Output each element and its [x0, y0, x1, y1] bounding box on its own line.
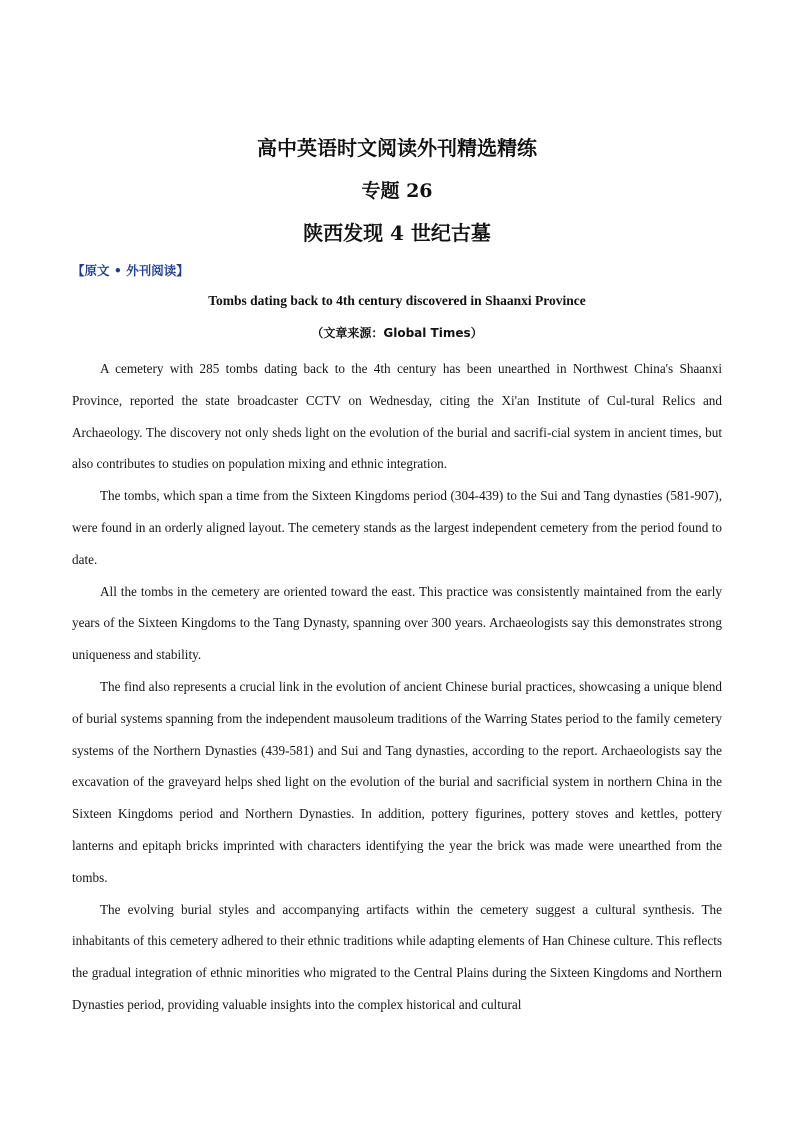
document-title: 高中英语时文阅读外刊精选精练	[257, 136, 537, 160]
section-label: 【原文 • 外刊阅读】	[72, 263, 189, 278]
topic-number: 专题 26	[361, 180, 433, 202]
paragraph: The find also represents a crucial link in the evolution of ancient Chinese burial practices, showcasing a unique blend of burial systems spanning from the independent mausoleum traditions of the Warring States period to the family cemetery systems of the Northern Dynasties (439-581) and Sui and Tang dynasties, according to the report. Archaeologists say the excavation of the graveyard helps shed light on the evolution of the burial and sacrificial system in northern China in the Sixteen Kingdoms period and Northern Dynasties. In addition, pottery figurines, pottery stoves and kettles, pottery lanterns and epitaph bricks imprinted with characters identifying the year the brick was made were unearthed from the tombs.	[72, 678, 722, 885]
paragraph: The tombs, which span a time from the Sixteen Kingdoms period (304-439) to the Sui and Tang dynasties (581-907), were found in an orderly aligned layout. The cemetery stands as the largest independent cemetery from the period found to date.	[72, 488, 722, 567]
article-source: （文章来源：Global Times）	[311, 326, 483, 340]
article-body	[72, 353, 722, 1021]
article-title: Tombs dating back to 4th century discovered in Shaanxi Province	[208, 293, 586, 308]
paragraph: All the tombs in the cemetery are oriented toward the east. This practice was consistently maintained from the early years of the Sixteen Kingdoms to the Tang Dynasty, spanning over 300 years. Archaeologists say this demonstrates strong uniqueness and stability.	[72, 583, 722, 663]
topic-title: 陕西发现 4 世纪古墓	[303, 221, 491, 245]
paragraph: A cemetery with 285 tombs dating back to the 4th century has been unearthed in Northwest China's Shaanxi Province, reported the state broadcaster CCTV on Wednesday, citing the Xi'an Institute of Cul-tural Relics and Archaeology. The discovery not only sheds light on the evolution of the burial and sacrifi-cial system in ancient times, but also contributes to studies on population mixing and ethnic integration.	[72, 361, 722, 472]
paragraph: The evolving burial styles and accompanying artifacts within the cemetery suggest a cultural synthesis. The inhabitants of this cemetery adhered to their ethnic traditions while adapting elements of Han Chinese culture. This reflects the gradual integration of ethnic minorities who migrated to the Central Plains during the Sixteen Kingdoms and Northern Dynasties period, providing valuable insights into the complex historical and cultural	[72, 901, 722, 1012]
